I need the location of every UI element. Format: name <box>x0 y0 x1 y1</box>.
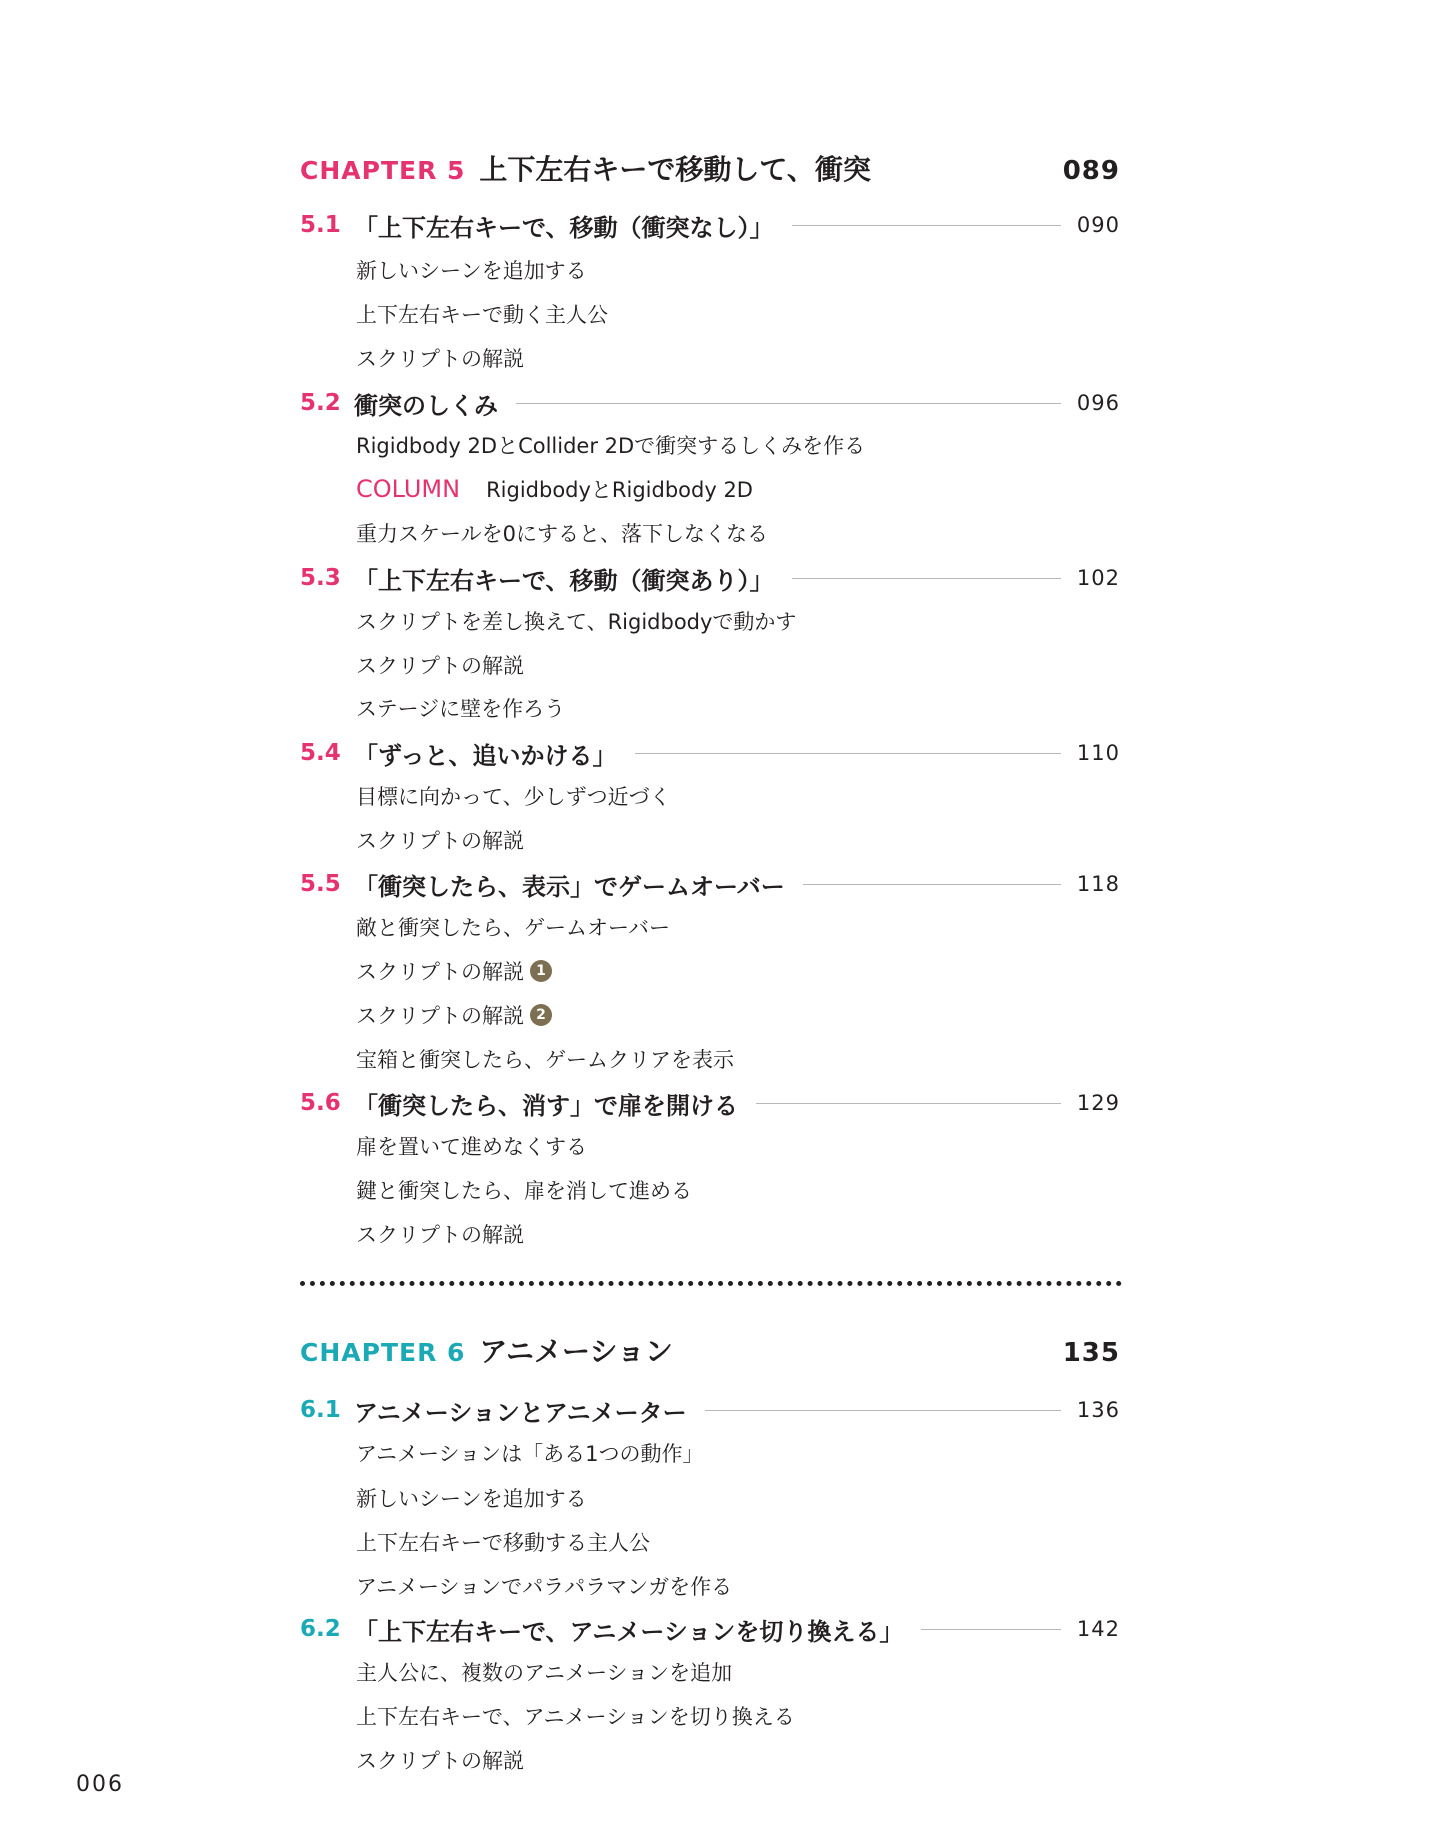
section-page: 096 <box>1076 391 1120 415</box>
number-2-badge-icon: 2 <box>530 1004 552 1026</box>
toc-item: 鍵と衝突したら、扉を消して進める <box>356 1179 692 1203</box>
section-page: 118 <box>1076 872 1120 896</box>
toc-item: スクリプトの解説 <box>356 1223 524 1247</box>
section-title: 「上下左右キーで、アニメーションを切り換える」 <box>354 1617 904 1646</box>
toc-item: スクリプトの解説 <box>356 654 524 678</box>
leader-rule <box>803 884 1061 885</box>
section-page: 129 <box>1076 1091 1120 1115</box>
toc-item: 重力スケールを0にすると、落下しなくなる <box>356 522 768 546</box>
section-5-1 <box>300 208 1120 242</box>
section-6-1 <box>300 1393 1120 1427</box>
toc-item: アニメーションでパラパラマンガを作る <box>356 1575 733 1599</box>
leader-rule <box>921 1629 1061 1630</box>
section-page: 090 <box>1076 213 1120 237</box>
section-number: 6.1 <box>300 1397 341 1423</box>
toc-item: 目標に向かって、少しずつ近づく <box>356 785 671 809</box>
leader-rule <box>516 403 1061 404</box>
section-5-4 <box>300 736 1120 770</box>
section-page: 102 <box>1076 566 1120 590</box>
chapter-5-title: 上下左右キーで移動して、衝突 <box>479 153 871 186</box>
section-number: 5.5 <box>300 871 341 897</box>
column-title: RigidbodyとRigidbody 2D <box>486 478 753 502</box>
toc-item: 敵と衝突したら、ゲームオーバー <box>356 916 670 940</box>
column-label: COLUMN <box>356 475 461 503</box>
toc-item-text: スクリプトの解説 <box>356 1004 524 1028</box>
toc-item <box>356 954 552 988</box>
toc-item: 新しいシーンを追加する <box>356 259 587 283</box>
section-number: 5.3 <box>300 565 341 591</box>
toc-item: スクリプトの解説 <box>356 1749 524 1773</box>
chapter-6-label: CHAPTER 6 <box>300 1338 466 1367</box>
section-title: 「上下左右キーで、移動（衝突あり）」 <box>354 566 774 595</box>
chapter-6-page: 135 <box>1062 1338 1120 1368</box>
toc-item: 上下左右キーで、アニメーションを切り換える <box>356 1705 795 1729</box>
toc-item: 宝箱と衝突したら、ゲームクリアを表示 <box>356 1048 734 1072</box>
chapter-5-page: 089 <box>1062 156 1120 186</box>
section-page: 136 <box>1076 1398 1120 1422</box>
leader-rule <box>792 225 1061 226</box>
section-5-5 <box>300 867 1120 901</box>
toc-item: 主人公に、複数のアニメーションを追加 <box>356 1661 733 1685</box>
toc-item: 扉を置いて進めなくする <box>356 1135 587 1159</box>
toc-item: 上下左右キーで動く主人公 <box>356 303 608 327</box>
number-1-badge-icon: 1 <box>530 960 552 982</box>
section-title: 「上下左右キーで、移動（衝突なし）」 <box>354 213 774 242</box>
leader-rule <box>756 1103 1061 1104</box>
toc-item <box>356 998 552 1032</box>
section-title: 「衝突したら、消す」で扉を開ける <box>354 1091 738 1120</box>
section-title: 「ずっと、追いかける」 <box>354 741 617 770</box>
toc-item: スクリプトを差し換えて、Rigidbodyで動かす <box>356 610 797 634</box>
section-5-6 <box>300 1086 1120 1120</box>
section-page: 110 <box>1076 741 1120 765</box>
section-5-3 <box>300 561 1120 595</box>
leader-rule <box>635 753 1061 754</box>
toc-item: スクリプトの解説 <box>356 829 524 853</box>
section-number: 5.4 <box>300 740 341 766</box>
section-number: 6.2 <box>300 1616 341 1642</box>
chapter-divider <box>300 1281 1122 1286</box>
toc-item: アニメーションは「ある1つの動作」 <box>356 1442 704 1466</box>
chapter-6-heading <box>300 1330 1120 1374</box>
toc-item: スクリプトの解説 <box>356 347 524 371</box>
section-title: 衝突のしくみ <box>354 391 498 420</box>
toc-item: 上下左右キーで移動する主人公 <box>356 1531 650 1555</box>
toc-item: 新しいシーンを追加する <box>356 1487 587 1511</box>
toc-item-text: スクリプトの解説 <box>356 960 524 984</box>
leader-rule <box>792 578 1061 579</box>
section-5-2 <box>300 386 1120 420</box>
section-number: 5.6 <box>300 1090 341 1116</box>
leader-rule <box>705 1410 1061 1411</box>
column-item <box>356 472 753 506</box>
section-number: 5.2 <box>300 390 341 416</box>
toc-item: ステージに壁を作ろう <box>356 697 566 721</box>
chapter-5-label: CHAPTER 5 <box>300 156 466 185</box>
chapter-6-title: アニメーション <box>479 1335 673 1368</box>
section-6-2 <box>300 1612 1120 1646</box>
section-page: 142 <box>1076 1617 1120 1641</box>
section-title: 「衝突したら、表示」でゲームオーバー <box>354 872 785 901</box>
section-number: 5.1 <box>300 212 341 238</box>
toc-item: Rigidbody 2DとCollider 2Dで衝突するしくみを作る <box>356 434 866 458</box>
chapter-5-heading <box>300 148 1120 192</box>
page-number: 006 <box>76 1772 124 1797</box>
section-title: アニメーションとアニメーター <box>354 1398 687 1427</box>
